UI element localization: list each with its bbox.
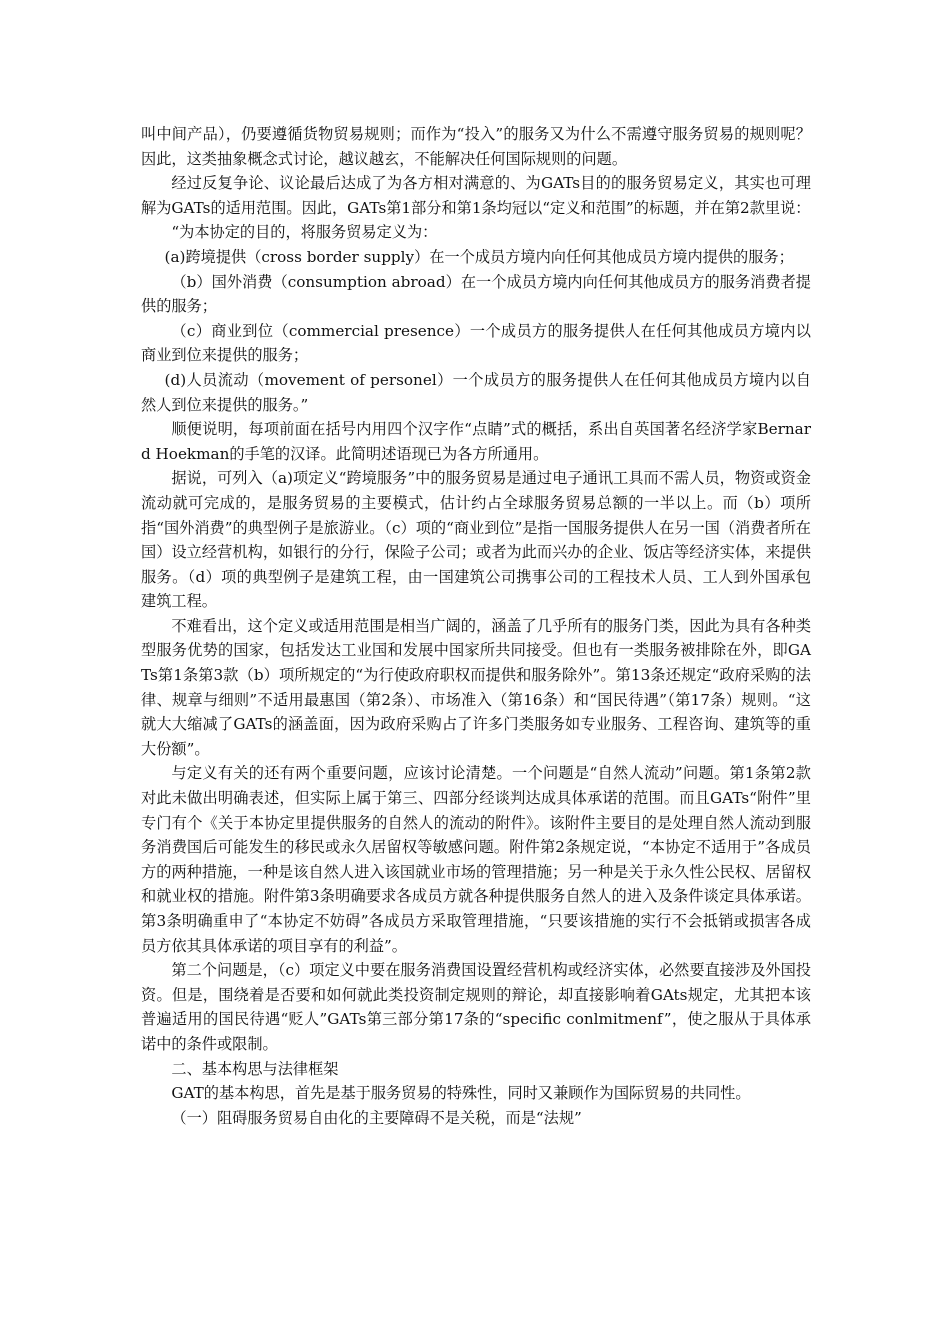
quote-intro: “为本协定的目的，将服务贸易定义为：	[171, 223, 438, 242]
paragraph: 顺便说明，每项前面在括号内用四个汉字作“点睛”式的概括，系出自英国著名经济学家Bernard Hoekman的手笔的汉译。此简明述语现已为各方所通用。	[141, 420, 811, 463]
paragraph: 据说，可列入（a)项定义“跨境服务”中的服务贸易是通过电子通讯工具而不需人员，物资或资金流动就可完成的，是服务贸易的主要模式，估计约占全球服务贸易总额的一半以上。而（b）项所指“国外消费”的典型例子是旅游业。（c）项的“商业到位”是指一国服务提供人在另一国（消费者所在国）设立经营机构，如银行的分行，保险子公司；或者为此而兴办的企业、饭店等经济实体，来提供服务。（d）项的典型例子是建筑工程，由一国建筑公司携事公司的工程技术人员、工人到外国承包建筑工程。	[141, 469, 811, 611]
document-page	[141, 122, 811, 1130]
subsection-heading: （一）阻碍服务贸易自由化的主要障碍不是关税，而是“法规”	[171, 1108, 582, 1127]
paragraph: GAT的基本构思，首先是基于服务贸易的特殊性，同时又兼顾作为国际贸易的共同性。	[171, 1084, 751, 1103]
definition-item-b: （b）国外消费（consumption abroad）在一个成员方境内向任何其他成员方的服务消费者提供的服务；	[141, 272, 811, 316]
paragraph: 第二个问题是，（c）项定义中要在服务消费国设置经营机构或经济实体，必然要直接涉及外国投资。但是，围绕着是否要和如何就此类投资制定规则的辩论，却直接影响着GAts规定，尤其把本该普遍适用的国民待遇“贬人”GATs第三部分第17条的“specific conlmitmenf”，使之服从于具体承诺中的条件或限制。	[141, 961, 811, 1053]
definition-item-a: (a)跨境提供（cross border supply）在一个成员方境内向任何其他成员方境内提供的服务；	[164, 247, 794, 266]
section-heading: 二、基本构思与法律框架	[171, 1059, 339, 1078]
paragraph: 与定义有关的还有两个重要问题，应该讨论清楚。一个问题是“自然人流动”问题。第1条第2款对此未做出明确表述，但实际上属于第三、四部分经谈判达成具体承诺的范围。而且GATs“附件”里专门有个《关于本协定里提供服务的自然人的流动的附件》。该附件主要目的是处理自然人流动到服务消费国后可能发生的移民或永久居留权等敏感问题。附件第2条规定说，“本协定不适用于”各成员方的两种措施，一种是该自然人进入该国就业市场的管理措施；另一种是关于永久性公民权、居留权和就业权的措施。附件第3条明确要求各成员方就各种提供服务自然人的进入及条件谈定具体承诺。第3条明确重申了“本协定不妨碍”各成员方采取管理措施，“只要该措施的实行不会抵销或损害各成员方依其具体承诺的项目享有的利益”。	[141, 764, 811, 955]
paragraph: 经过反复争论、议论最后达成了为各方相对满意的、为GATs目的的服务贸易定义，其实也可理解为GATs的适用范围。因此，GATs第1部分和第1条均冠以“定义和范围”的标题，并在第2款里说：	[141, 174, 811, 217]
definition-item-d: (d)人员流动（movement of personel）一个成员方的服务提供人在任何其他成员方境内以自然人到位来提供的服务。”	[141, 370, 811, 414]
definition-item-c: （c）商业到位（commercial presence）一个成员方的服务提供人在任何其他成员方境内以商业到位来提供的服务；	[141, 321, 811, 365]
paragraph: 不难看出，这个定义或适用范围是相当广阔的，涵盖了几乎所有的服务门类，因此为具有各种类型服务优势的国家，包括发达工业国和发展中国家所共同接受。但也有一类服务被排除在外，即GATs第1条第3款（b）项所规定的“为行使政府职权而提供和服务除外”。第13条还规定“政府采购的法律、规章与细则”不适用最惠国（第2条）、市场准入（第16条）和“国民待遇”（第17条）规则。“这就大大缩减了GATs的涵盖面，因为政府采购占了许多门类服务如专业服务、工程咨询、建筑等的重大份额”。	[141, 616, 811, 758]
paragraph: 叫中间产品），仍要遵循货物贸易规则；而作为“投入”的服务又为什么不需遵守服务贸易的规则呢？因此，这类抽象概念式讨论，越议越玄，不能解决任何国际规则的问题。	[141, 125, 811, 168]
